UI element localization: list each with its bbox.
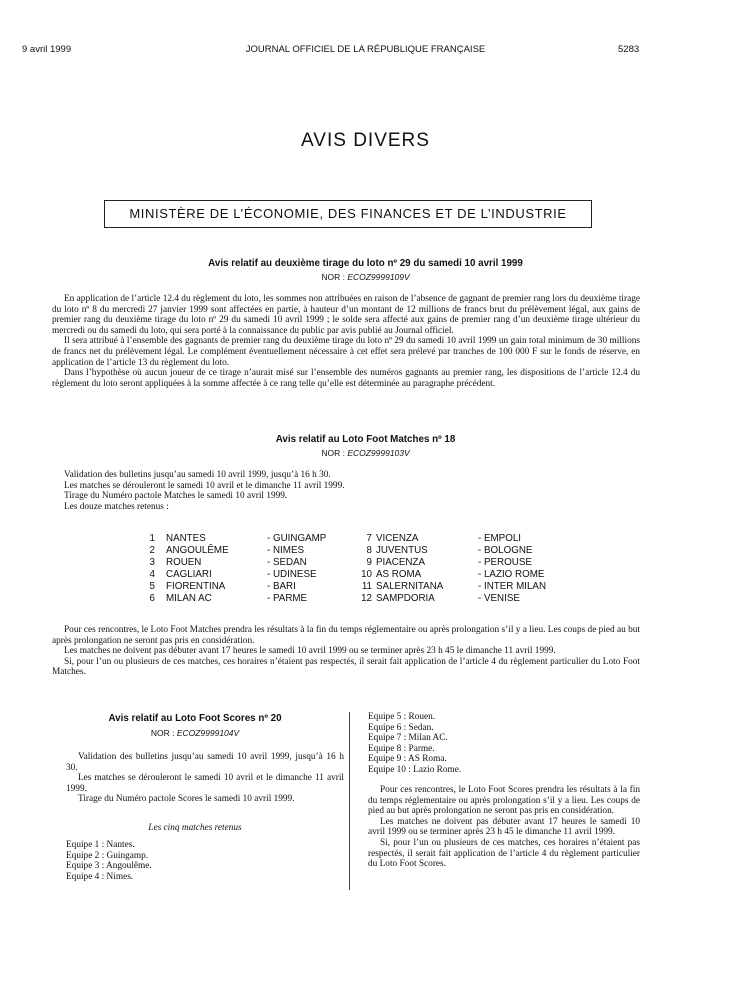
matches-nor-label: NOR :	[321, 448, 345, 458]
scores-nor-code: ECOZ9999104V	[176, 728, 240, 738]
scores-team-item: Equipe 3 : Angoulême.	[66, 861, 152, 872]
scores-paragraph: Les matches se dérouleront le samedi 10 avril et le dimanche 11 avril 1999.	[66, 773, 344, 794]
match-number: 3	[149, 557, 155, 568]
loto-nor-code: ECOZ9999109V	[347, 272, 410, 282]
loto-heading: Avis relatif au deuxième tirage du loto nº 29 du samedi 10 avril 1999	[208, 258, 523, 269]
match-away-team: - LAZIO ROME	[478, 569, 545, 580]
match-number: 5	[149, 581, 155, 592]
match-number: 6	[149, 593, 155, 604]
loto-nor	[0, 272, 731, 282]
header-journal: JOURNAL OFFICIEL DE LA RÉPUBLIQUE FRANÇAISE	[245, 44, 486, 55]
match-home-team: PIACENZA	[376, 557, 425, 568]
loto-paragraph: En application de l’article 12.4 du règlement du loto, les sommes non attribuées en raison de l’absence de gagnant de premier rang lors du deuxième tirage du loto nº 8 du mercredi 27 janvier 1999 sont affectées en partie, à hauteur d’un montant de 12 millions de francs brut du prélèvement légal, aux gains de premier rang du deuxième tirage du loto nº 29 du samedi 10 avril 1999 ; le solde sera affecté aux gains de premier rang d’un deuxième tirage ultérieur du mercredi ou du samedi du loto, qui sera porté à la connaissance du public par avis publié au Journal officiel.	[52, 294, 640, 336]
match-away-team: - INTER MILAN	[478, 581, 547, 592]
scores-team-item: Equipe 10 : Lazio Rome.	[368, 764, 462, 775]
matches-intro-line: Tirage du Numéro pactole Matches le samedi 10 avril 1999.	[64, 491, 288, 502]
scores-right-paragraph: Pour ces rencontres, le Loto Foot Scores prendra les résultats à la fin du temps réglementaire ou après prolongation s’il y a lieu. Les coups de pied au but après prolongation ne seront pas pris en considération.	[368, 785, 640, 817]
match-home-team: VICENZA	[376, 533, 419, 544]
column-separator	[349, 712, 350, 890]
match-away-team: - NIMES	[267, 545, 305, 556]
header-date: 9 avril 1999	[22, 44, 72, 55]
scores-right-body	[368, 785, 640, 870]
match-home-team: NANTES	[166, 533, 206, 544]
loto-body	[52, 294, 640, 389]
match-home-team: AS ROMA	[376, 569, 422, 580]
loto-paragraph: Il sera attribué à l’ensemble des gagnants de premier rang du deuxième tirage du loto nº 29 du samedi 10 avril 1999 un gain total minimum de 30 millions de francs net du prélèvement légal. Le complément éventuellement nécessaire à cet effet sera prélevé par tranches de 100 000 F sur le fonds de réserve, en application de l’article 13 du règlement du loto.	[52, 336, 640, 368]
loto-nor-label: NOR :	[321, 272, 345, 282]
section-title: AVIS DIVERS	[301, 130, 430, 151]
matches-home-right	[376, 533, 443, 605]
matches-nor-code: ECOZ9999103V	[347, 448, 410, 458]
match-away-team: - PEROUSE	[478, 557, 532, 568]
scores-teams-right	[368, 712, 461, 776]
scores-nor-label: NOR :	[150, 728, 175, 738]
match-number: 8	[366, 545, 372, 556]
scores-team-item: Equipe 1 : Nantes.	[66, 840, 135, 850]
match-home-team: ROUEN	[166, 557, 202, 568]
matches-numbers-right	[358, 533, 372, 605]
matches-intro	[64, 470, 345, 512]
matches-intro-line: Validation des bulletins jusqu’au samedi 10 avril 1999, jusqu’à 16 h 30.	[64, 470, 331, 480]
scores-team-item: Equipe 8 : Parme.	[368, 743, 435, 754]
scores-team-item: Equipe 9 : AS Roma.	[368, 754, 447, 765]
matches-paragraph: Pour ces rencontres, le Loto Foot Matches prendra les résultats à la fin du temps réglementaire ou après prolongation s’il y a lieu. Les coups de pied au but après prolongation ne seront pas pris en considération.	[52, 625, 640, 646]
matches-heading: Avis relatif au Loto Foot Matches nº 18	[275, 434, 456, 445]
match-number: 10	[361, 569, 372, 580]
loto-paragraph: Dans l’hypothèse où aucun joueur de ce tirage n’aurait misé sur l’ensemble des numéros gagnants au premier rang, les dispositions de l’article 12.4 du règlement du loto seront appliquées à la somme affectée à ce rang telle qu’elle est déterminée au paragraphe précédent.	[52, 368, 640, 389]
matches-numbers-left	[147, 533, 155, 605]
match-home-team: FIORENTINA	[166, 581, 226, 592]
matches-away-left	[267, 533, 326, 605]
match-number: 9	[366, 557, 372, 568]
ministry-name: MINISTÈRE DE L’ÉCONOMIE, DES FINANCES ET DE L’INDUSTRIE	[129, 206, 567, 221]
ministry-box	[104, 200, 592, 228]
match-number: 1	[149, 533, 155, 544]
scores-teams-left	[66, 840, 152, 882]
match-number: 2	[149, 545, 155, 556]
matches-list	[0, 533, 731, 607]
match-number: 11	[361, 581, 372, 592]
match-away-team: - PARME	[267, 593, 308, 604]
match-home-team: SAMPDORIA	[376, 593, 435, 604]
scores-right-paragraph: Les matches ne doivent pas débuter avant 17 heures le samedi 10 avril 1999 ou se terminer après 23 h 45 le dimanche 11 avril 1999.	[368, 816, 640, 838]
matches-body	[52, 625, 640, 678]
matches-intro-line: Les douze matches retenus :	[64, 501, 169, 512]
scores-heading: Avis relatif au Loto Foot Scores nº 20	[108, 713, 282, 724]
scores-paragraph: Validation des bulletins jusqu’au samedi 10 avril 1999, jusqu’à 16 h 30.	[66, 752, 344, 773]
match-away-team: - GUINGAMP	[267, 533, 327, 544]
scores-right-paragraph: Si, pour l’un ou plusieurs de ces matches, ces horaires n’étaient pas respectés, il serait fait application de l’article 4 du règlement particulier du Loto Foot Scores.	[368, 837, 640, 870]
match-home-team: SALERNITANA	[376, 581, 444, 592]
matches-intro-line: Les matches se dérouleront le samedi 10 avril et le dimanche 11 avril 1999.	[64, 480, 345, 491]
match-away-team: - UDINESE	[267, 569, 317, 580]
scores-subheading: Les cinq matches retenus	[148, 823, 242, 833]
match-away-team: - BOLOGNE	[478, 545, 533, 556]
match-number: 12	[361, 593, 372, 604]
scores-paragraph: Tirage du Numéro pactole Scores le samedi 10 avril 1999.	[78, 794, 295, 805]
matches-home-left	[166, 533, 229, 605]
scores-team-item: Equipe 5 : Rouen.	[368, 712, 436, 722]
scores-team-item: Equipe 6 : Sedan.	[368, 722, 434, 733]
match-home-team: CAGLIARI	[166, 569, 212, 580]
scores-body	[66, 752, 344, 805]
matches-nor	[0, 448, 731, 458]
matches-away-right	[478, 533, 546, 605]
match-away-team: - EMPOLI	[478, 533, 522, 544]
match-number: 4	[149, 569, 155, 580]
match-home-team: JUVENTUS	[376, 545, 428, 556]
matches-paragraph: Si, pour l’un ou plusieurs de ces matches, ces horaires n’étaient pas respectés, il serait fait application de l’article 4 du règlement particulier du Loto Foot Matches.	[52, 656, 640, 678]
scores-team-item: Equipe 2 : Guingamp.	[66, 850, 149, 861]
match-away-team: - VENISE	[478, 593, 520, 604]
match-number: 7	[366, 533, 372, 544]
matches-paragraph: Les matches ne doivent pas débuter avant 17 heures le samedi 10 avril 1999 ou se terminer après 23 h 45 le dimanche 11 avril 1999.	[64, 646, 556, 657]
scores-nor	[52, 728, 338, 738]
header-page-number: 5283	[618, 44, 640, 55]
match-home-team: MILAN AC	[166, 593, 212, 604]
match-away-team: - SEDAN	[267, 557, 307, 568]
match-away-team: - BARI	[267, 581, 296, 592]
match-home-team: ANGOULÊME	[166, 545, 229, 556]
scores-team-item: Equipe 4 : Nimes.	[66, 871, 134, 882]
scores-team-item: Equipe 7 : Milan AC.	[368, 733, 448, 744]
